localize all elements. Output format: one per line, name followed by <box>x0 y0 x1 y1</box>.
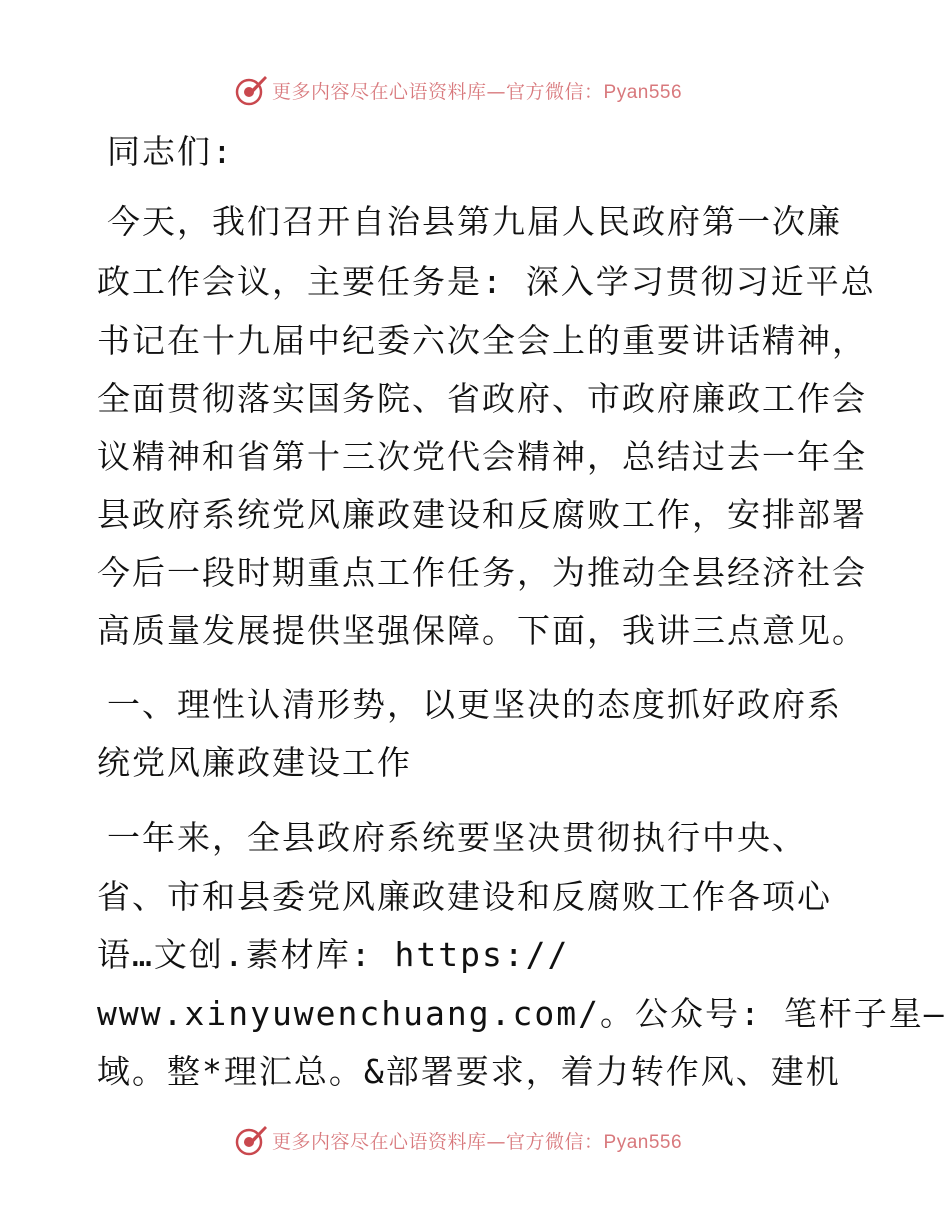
paragraph-line: 域。整*理汇总。&部署要求，着力转作风、建机 <box>97 1052 841 1091</box>
paragraph-line: 省、市和县委党风廉政建设和反腐败工作各项心 <box>97 877 832 916</box>
section-heading: 一、理性认清形势，以更坚决的态度抓好政府系 <box>107 685 842 724</box>
paragraph-line: 县政府系统党风廉政建设和反腐败工作，安排部署 <box>97 495 867 534</box>
quill-logo-icon <box>234 73 268 107</box>
paragraph-line: 书记在十九届中纪委六次全会上的重要讲话精神， <box>97 321 867 360</box>
paragraph-line: 今天，我们召开自治县第九届人民政府第一次廉 <box>107 202 842 241</box>
paragraph-line: 议精神和省第十三次党代会精神，总结过去一年全 <box>97 437 867 476</box>
paragraph-line: www.xinyuwenchuang.com/。公众号: 笔杆子星— <box>97 994 946 1033</box>
quill-logo-icon <box>234 1123 268 1157</box>
header-banner <box>234 72 682 108</box>
paragraph-line: 全面贯彻落实国务院、省政府、市政府廉政工作会 <box>97 379 867 418</box>
paragraph-line: 一年来，全县政府系统要坚决贯彻执行中央、 <box>107 818 807 857</box>
paragraph-line: 政工作会议，主要任务是: 深入学习贯彻习近平总 <box>97 262 876 301</box>
salutation: 同志们: <box>107 132 234 171</box>
footer-banner-text: 更多内容尽在心语资料库—官方微信：Pyan556 <box>272 1130 683 1153</box>
footer-banner <box>234 1122 682 1158</box>
header-banner-text: 更多内容尽在心语资料库—官方微信：Pyan556 <box>272 80 683 103</box>
paragraph-line: 语…文创.素材库: https:// <box>97 935 570 974</box>
section-heading: 统党风廉政建设工作 <box>97 743 412 782</box>
paragraph-line: 高质量发展提供坚强保障。下面，我讲三点意见。 <box>97 611 867 650</box>
paragraph-line: 今后一段时期重点工作任务，为推动全县经济社会 <box>97 553 867 592</box>
